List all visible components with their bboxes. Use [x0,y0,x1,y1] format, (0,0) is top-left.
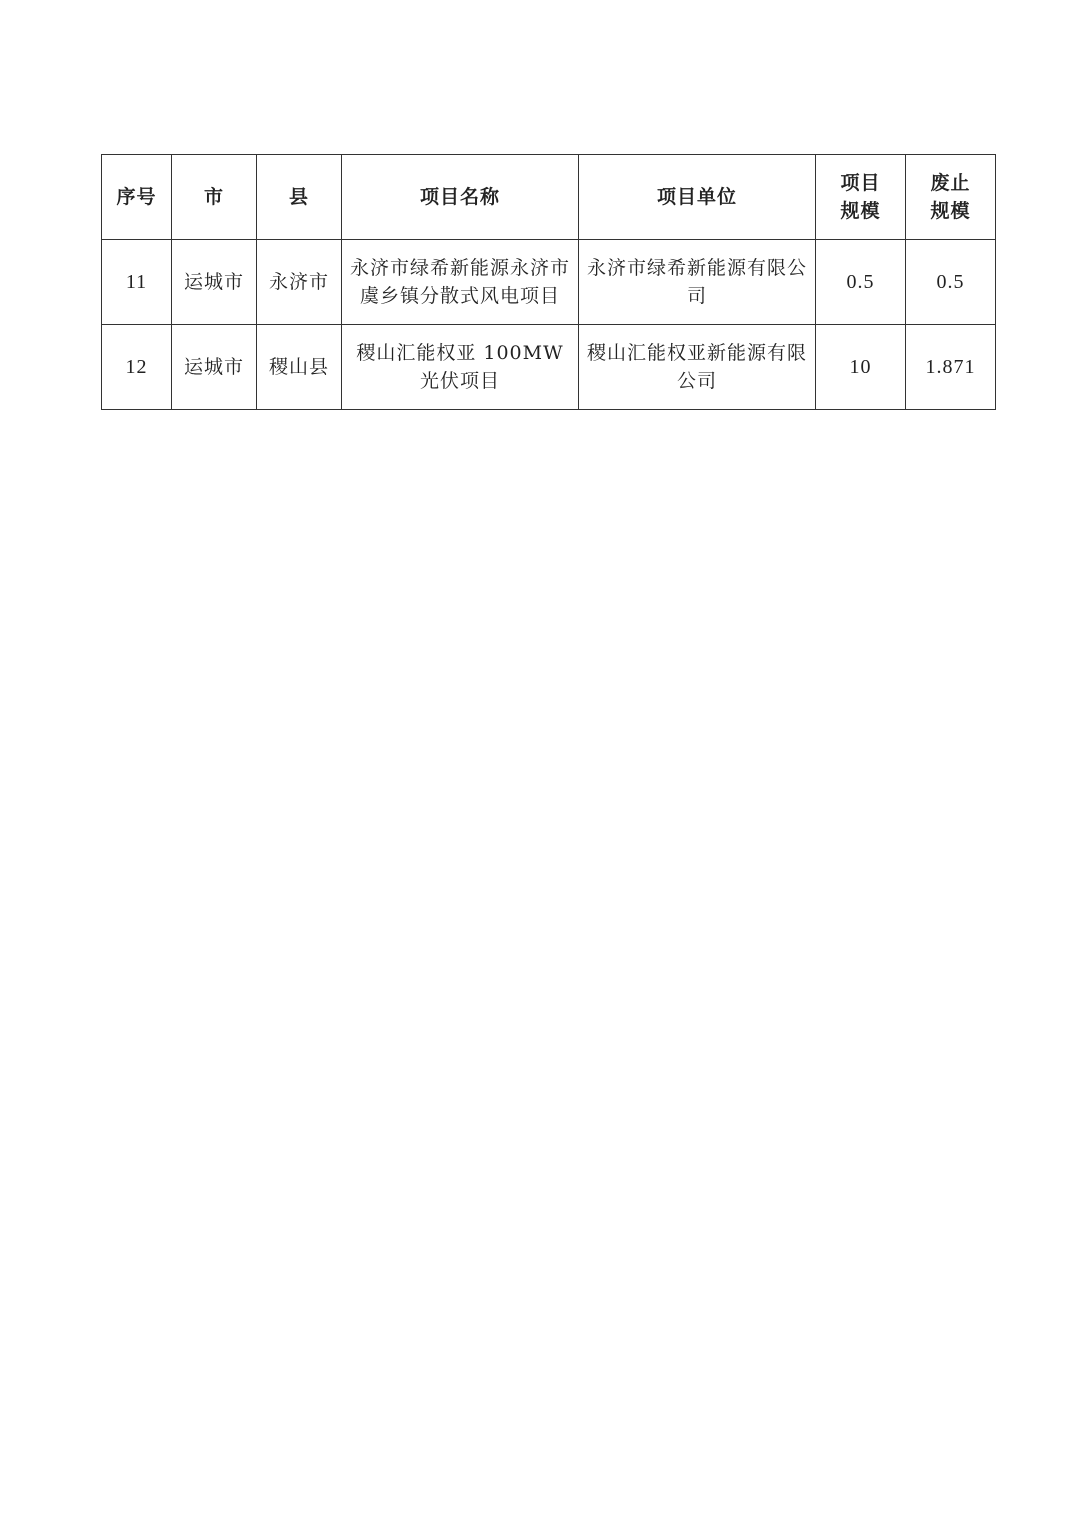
header-project-scale-line1: 项目 [840,172,881,194]
cell-city: 运城市 [172,325,257,410]
header-project-name: 项目名称 [342,155,579,240]
header-project-unit: 项目单位 [579,155,816,240]
header-abolish-scale [906,155,996,240]
project-table [101,154,996,410]
cell-project-unit: 永济市绿希新能源有限公司 [579,240,816,325]
table-row [102,325,996,410]
cell-city: 运城市 [172,240,257,325]
table-row [102,240,996,325]
header-county: 县 [257,155,342,240]
header-seq: 序号 [102,155,172,240]
cell-county: 稷山县 [257,325,342,410]
header-project-scale [816,155,906,240]
cell-abolish-scale: 1.871 [906,325,996,410]
header-city: 市 [172,155,257,240]
header-project-scale-line2: 规模 [840,200,881,222]
cell-project-scale: 10 [816,325,906,410]
cell-project-unit: 稷山汇能权亚新能源有限公司 [579,325,816,410]
cell-abolish-scale: 0.5 [906,240,996,325]
cell-project-name: 永济市绿希新能源永济市虞乡镇分散式风电项目 [342,240,579,325]
cell-project-name: 稷山汇能权亚 100MW 光伏项目 [342,325,579,410]
cell-project-scale: 0.5 [816,240,906,325]
header-row [102,155,996,240]
cell-seq: 11 [102,240,172,325]
header-abolish-scale-line1: 废止 [930,172,971,194]
cell-seq: 12 [102,325,172,410]
header-abolish-scale-line2: 规模 [930,200,971,222]
cell-county: 永济市 [257,240,342,325]
